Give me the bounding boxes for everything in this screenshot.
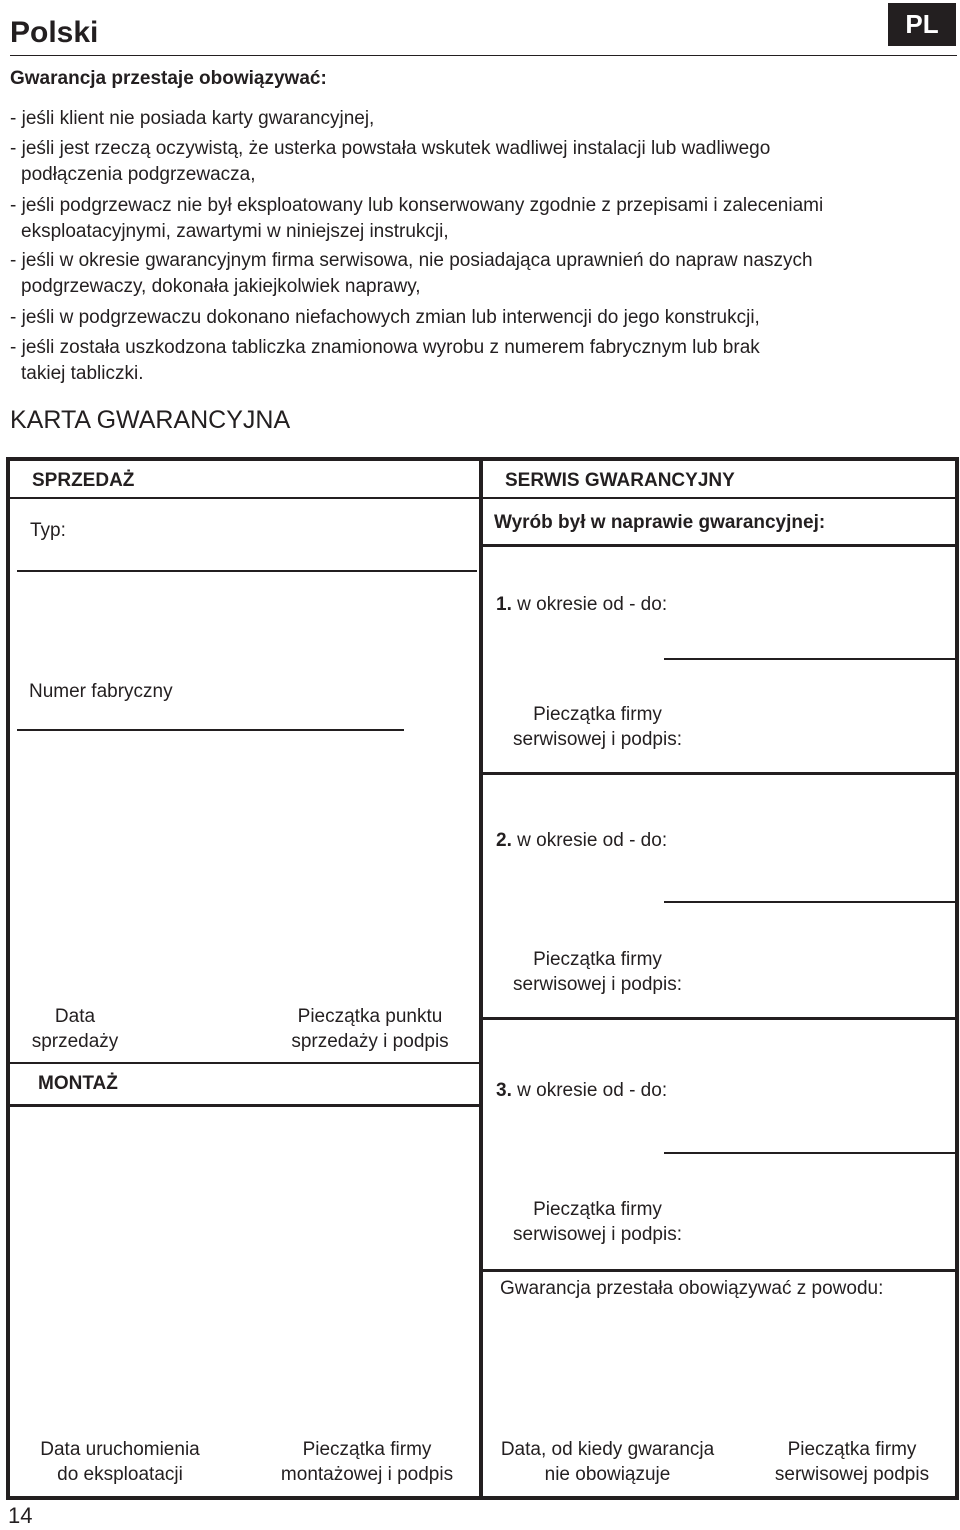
serial-number-field-line[interactable] <box>17 729 404 731</box>
condition-item: - jeśli została uszkodzona tabliczka znamionowa wyrobu z numerem fabrycznym lub brak takiej tabliczki. <box>10 337 760 384</box>
repair-period-label: 3. w okresie od - do: <box>496 1080 668 1101</box>
repair-period-label: 2. w okresie od - do: <box>496 830 668 851</box>
service-heading: SERWIS GWARANCYJNY <box>505 470 735 491</box>
sale-section-bottom-line <box>10 1062 479 1064</box>
language-badge: PL <box>888 3 956 46</box>
sale-stamp-label: Pieczątka punktu sprzedaży i podpis <box>291 1006 449 1052</box>
installation-stamp-label: Pieczątka firmy montażowej i podpis <box>280 1439 454 1485</box>
installation-start-date-label: Data uruchomienia do eksploatacji <box>40 1439 200 1485</box>
sale-heading: SPRZEDAŻ <box>32 470 135 491</box>
header-divider <box>10 55 957 56</box>
conditions-heading: Gwarancja przestaje obowiązywać: <box>10 68 327 89</box>
service-subheading: Wyrób był w naprawie gwarancyjnej: <box>494 512 826 533</box>
repair-period-label: 1. w okresie od - do: <box>496 594 668 615</box>
serial-number-label: Numer fabryczny <box>29 681 173 702</box>
repair-period-field-line[interactable] <box>664 1152 955 1154</box>
repair-stamp-label: Pieczątka firmy serwisowej i podpis: <box>513 949 682 995</box>
type-field-line[interactable] <box>17 570 477 572</box>
warranty-expired-date-label: Data, od kiedy gwarancja nie obowiązuje <box>500 1439 715 1485</box>
page-title: Polski <box>10 16 99 49</box>
condition-item: - jeśli w okresie gwarancyjnym firma serwisowa, nie posiadająca uprawnień do napraw naszych podgrzewaczy, dokonała jakiejkolwiek naprawy, <box>10 250 813 297</box>
warranty-expired-label: Gwarancja przestała obowiązywać z powodu: <box>500 1278 884 1299</box>
installation-heading: MONTAŻ <box>38 1073 118 1094</box>
condition-item: - jeśli podgrzewacz nie był eksploatowany lub konserwowany zgodnie z przepisami i zaleceniami eksploatacyjnymi, zawartymi w niniejszej instrukcji, <box>10 195 824 242</box>
condition-item: - jeśli w podgrzewaczu dokonano niefachowych zmian lub interwencji do jego konstrukcji, <box>10 307 760 328</box>
type-label: Typ: <box>30 520 66 541</box>
repair-stamp-label: Pieczątka firmy serwisowej i podpis: <box>513 704 682 750</box>
sale-date-label: Data sprzedaży <box>31 1006 119 1052</box>
warranty-card-title: KARTA GWARANCYJNA <box>10 406 291 434</box>
page-number: 14 <box>8 1503 33 1528</box>
repair-period-field-line[interactable] <box>664 658 955 660</box>
repair-period-field-line[interactable] <box>664 901 955 903</box>
condition-item: - jeśli jest rzeczą oczywistą, że usterka powstała wskutek wadliwej instalacji lub wadliwego podłączenia podgrzewacza, <box>10 138 771 185</box>
warranty-expired-stamp-label: Pieczątka firmy serwisowej podpis <box>774 1439 930 1485</box>
condition-item: - jeśli klient nie posiada karty gwarancyjnej, <box>10 108 375 129</box>
repair-stamp-label: Pieczątka firmy serwisowej i podpis: <box>513 1199 682 1245</box>
